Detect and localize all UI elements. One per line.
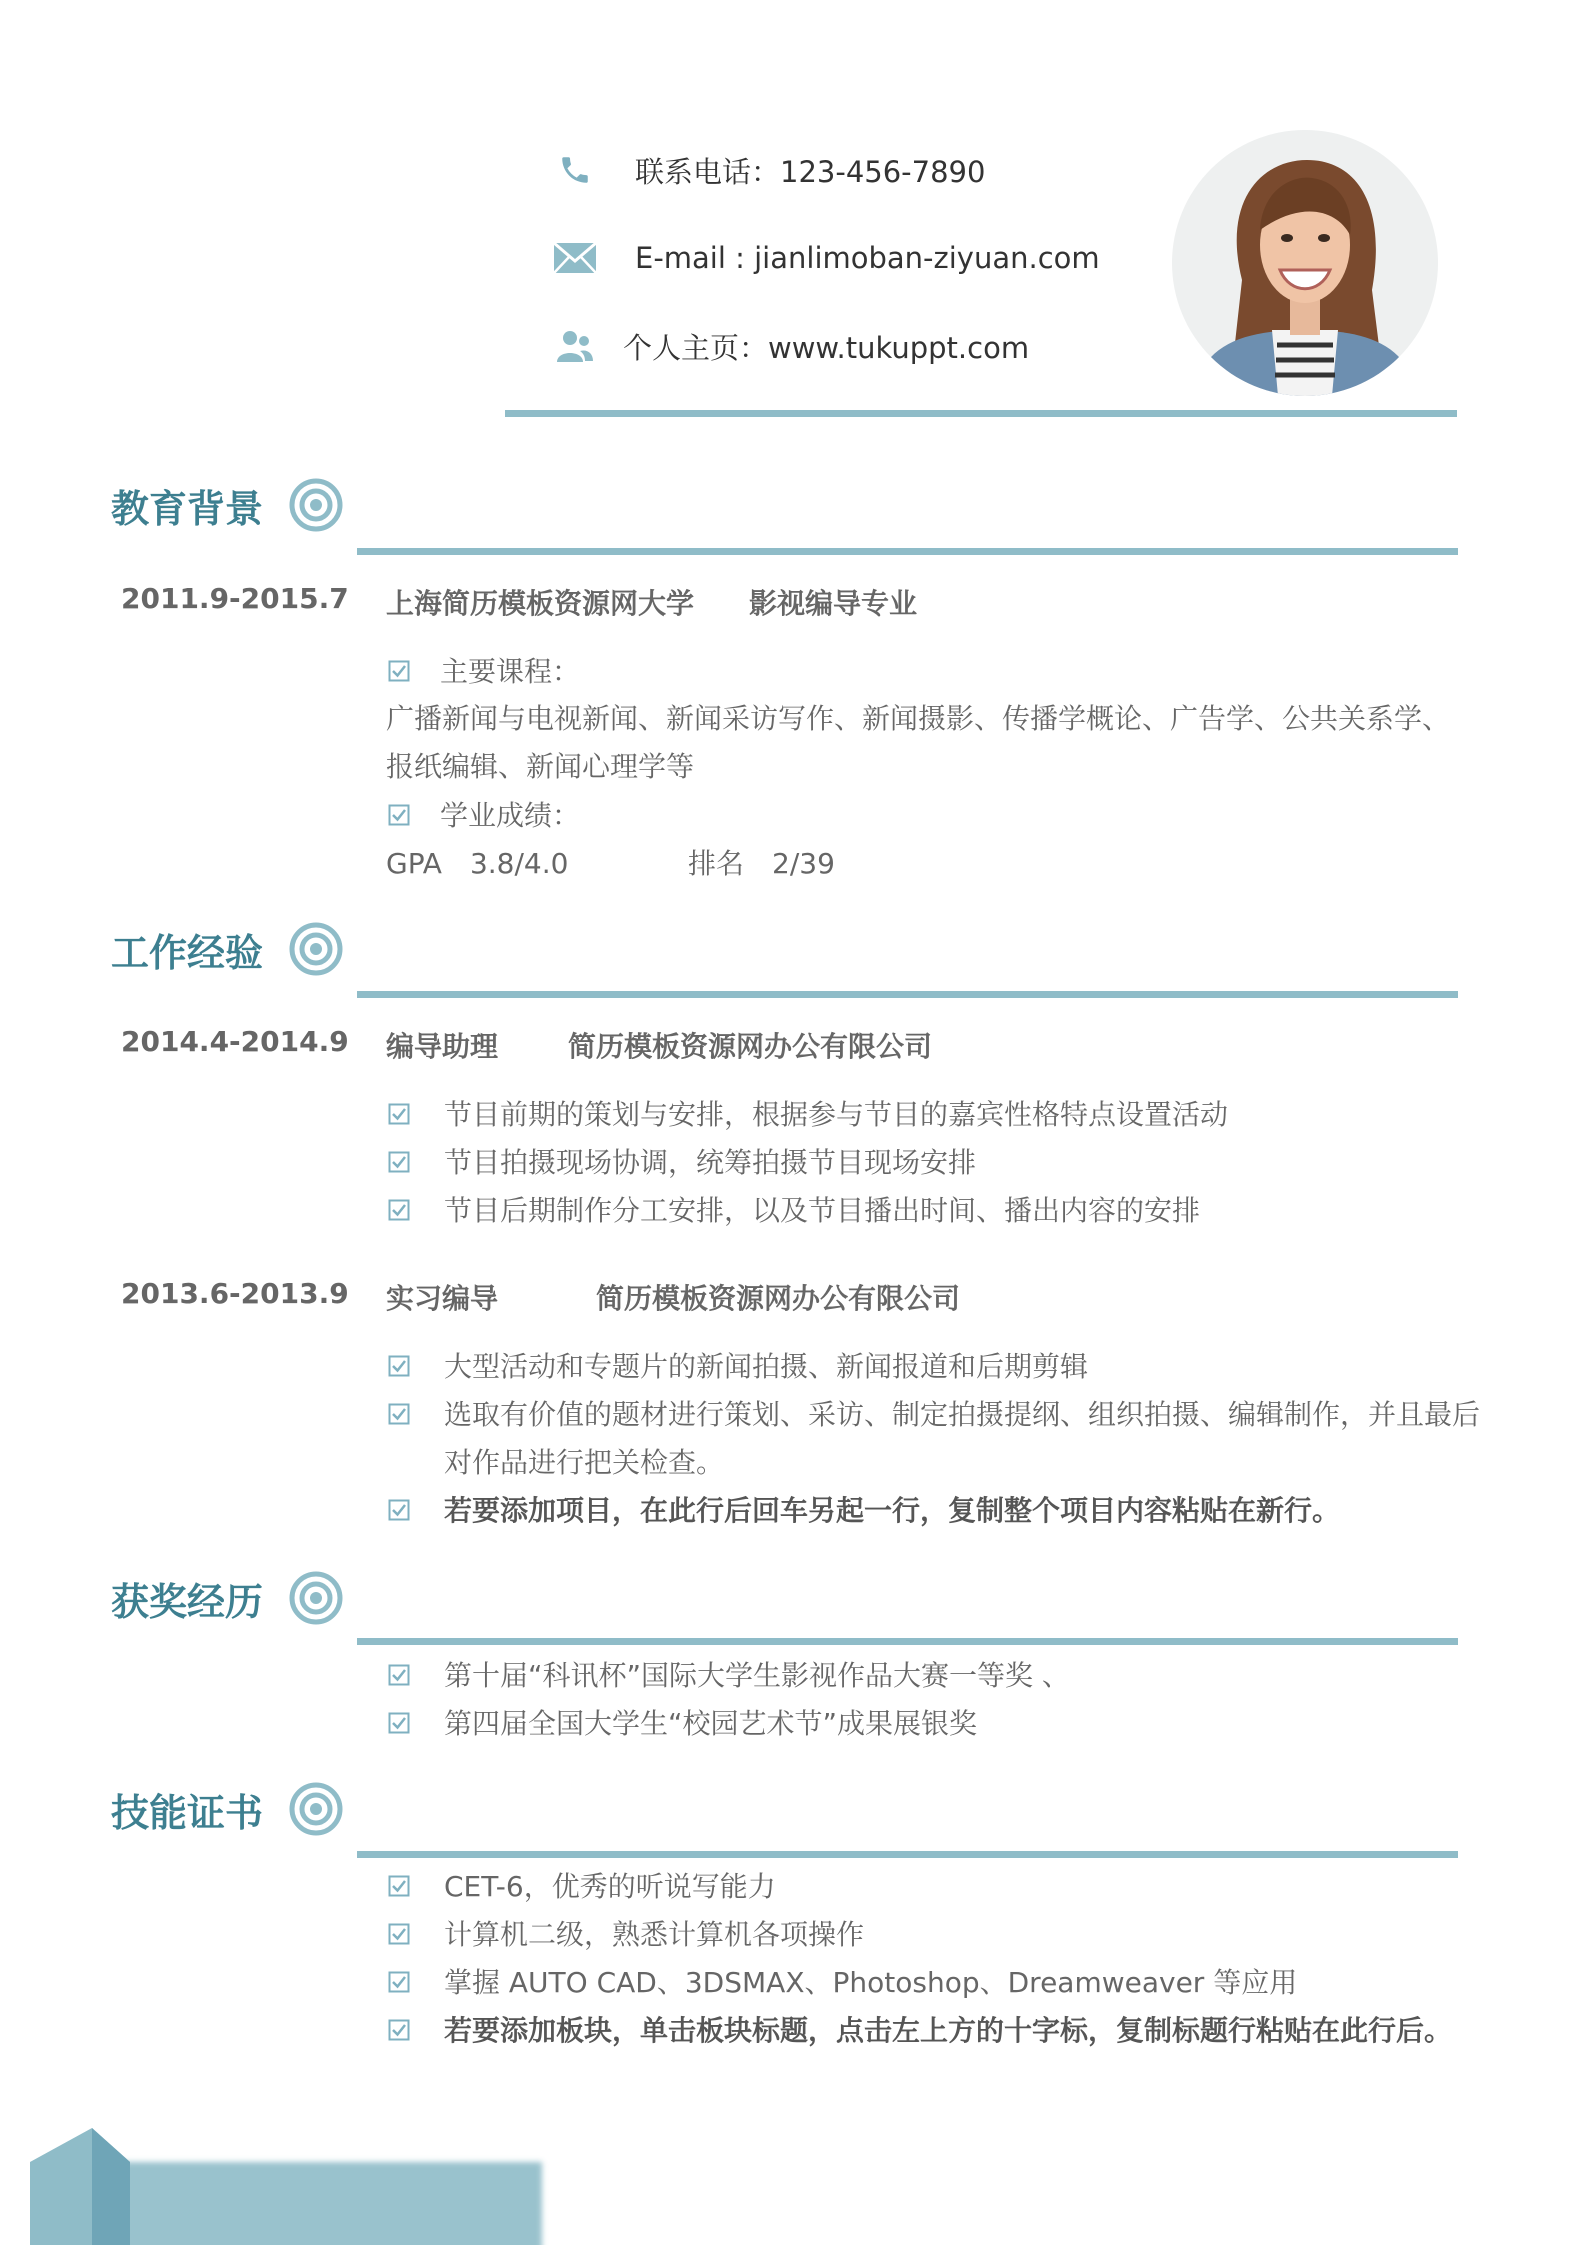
list-item xyxy=(388,1343,1088,1391)
header-divider xyxy=(505,410,1457,417)
job-position: 实习编导 xyxy=(386,1282,499,1315)
rank-text: 排名 2/39 xyxy=(688,847,835,880)
duty-text: 节目后期制作分工安排，以及节目播出时间、播出内容的安排 xyxy=(444,1194,1201,1227)
checkbox-icon xyxy=(388,1875,410,1897)
checkbox-icon xyxy=(388,1971,410,1993)
gpa-text: GPA 3.8/4.0 xyxy=(386,847,569,880)
list-item xyxy=(388,2007,1452,2055)
duty-text: 选取有价值的题材进行策划、采访、制定拍摄提纲、组织拍摄、编辑制作，并且最后对作品进行把关检查。 xyxy=(444,1398,1481,1479)
list-item xyxy=(388,1487,1340,1535)
checkbox-icon xyxy=(388,1499,410,1521)
education-school: 上海简历模板资源网大学 xyxy=(386,587,695,620)
users-icon xyxy=(553,324,597,368)
education-date: 2011.9-2015.7 xyxy=(121,582,349,615)
section-divider xyxy=(357,548,1458,555)
target-icon xyxy=(289,922,343,976)
section-divider xyxy=(357,1851,1458,1858)
job-date: 2014.4-2014.9 xyxy=(121,1025,349,1058)
phone-text: 联系电话：123-456-7890 xyxy=(635,154,986,189)
list-item xyxy=(388,1391,1494,1487)
section-divider xyxy=(357,1638,1458,1645)
checkbox-icon xyxy=(388,1199,410,1221)
envelope-icon xyxy=(553,236,597,280)
contact-email-row xyxy=(553,228,1100,288)
section-divider xyxy=(357,991,1458,998)
email-text: E-mail : jianlimoban-ziyuan.com xyxy=(635,241,1100,275)
duty-text: 节目拍摄现场协调，统筹拍摄节目现场安排 xyxy=(444,1146,977,1179)
checkbox-icon xyxy=(388,660,410,682)
job-company: 简历模板资源网办公有限公司 xyxy=(596,1282,961,1315)
list-item xyxy=(388,648,580,696)
contact-phone-row xyxy=(553,140,985,200)
courses-label: 主要课程： xyxy=(440,655,581,688)
list-item xyxy=(388,1700,977,1748)
job-company: 简历模板资源网办公有限公司 xyxy=(568,1030,933,1063)
contact-homepage-row xyxy=(553,316,1029,376)
section-title-skills: 技能证书 xyxy=(111,1791,264,1835)
award-text: 第十届“科讯杯”国际大学生影视作品大赛一等奖 、 xyxy=(444,1659,1070,1692)
list-item xyxy=(388,1187,1200,1235)
duty-text: 若要添加项目，在此行后回车另起一行，复制整个项目内容粘贴在新行。 xyxy=(444,1494,1341,1527)
target-icon xyxy=(289,478,343,532)
checkbox-icon xyxy=(388,1151,410,1173)
checkbox-icon xyxy=(388,1712,410,1734)
checkbox-icon xyxy=(388,1664,410,1686)
list-item xyxy=(388,1911,864,1959)
job-date: 2013.6-2013.9 xyxy=(121,1277,349,1310)
list-item xyxy=(388,1652,1070,1700)
checkbox-icon xyxy=(388,1923,410,1945)
duty-text: 大型活动和专题片的新闻拍摄、新闻报道和后期剪辑 xyxy=(444,1350,1089,1383)
courses-text: 广播新闻与电视新闻、新闻采访写作、新闻摄影、传播学概论、广告学、公共关系学、报纸编辑、新闻心理学等 xyxy=(386,702,1451,783)
list-item xyxy=(388,1091,1228,1139)
list-item xyxy=(388,1863,776,1911)
homepage-text: 个人主页：www.tukuppt.com xyxy=(623,330,1030,365)
grades-label: 学业成绩： xyxy=(440,799,581,832)
checkbox-icon xyxy=(388,1403,410,1425)
section-title-education: 教育背景 xyxy=(111,487,264,531)
skill-text: 掌握 AUTO CAD、3DSMAX、Photoshop、Dreamweaver 等应用 xyxy=(444,1966,1298,1999)
duty-text: 节目前期的策划与安排，根据参与节目的嘉宾性格特点设置活动 xyxy=(444,1098,1229,1131)
target-icon xyxy=(289,1571,343,1625)
checkbox-icon xyxy=(388,2019,410,2041)
skill-text: 计算机二级，熟悉计算机各项操作 xyxy=(444,1918,865,1951)
skill-text: CET-6，优秀的听说写能力 xyxy=(444,1870,776,1903)
section-title-awards: 获奖经历 xyxy=(111,1580,264,1624)
checkbox-icon xyxy=(388,804,410,826)
checkbox-icon xyxy=(388,1103,410,1125)
target-icon xyxy=(289,1782,343,1836)
footer-decoration xyxy=(0,2120,560,2245)
education-major: 影视编导专业 xyxy=(749,587,918,620)
checkbox-icon xyxy=(388,1355,410,1377)
avatar xyxy=(1172,130,1438,396)
list-item xyxy=(388,1139,976,1187)
skill-text: 若要添加板块，单击板块标题，点击左上方的十字标，复制标题行粘贴在此行后。 xyxy=(444,2014,1453,2047)
section-title-work: 工作经验 xyxy=(111,931,264,975)
award-text: 第四届全国大学生“校园艺术节”成果展银奖 xyxy=(444,1707,978,1740)
list-item xyxy=(388,1959,1297,2007)
list-item xyxy=(388,792,580,840)
phone-icon xyxy=(553,148,597,192)
job-position: 编导助理 xyxy=(386,1030,499,1063)
